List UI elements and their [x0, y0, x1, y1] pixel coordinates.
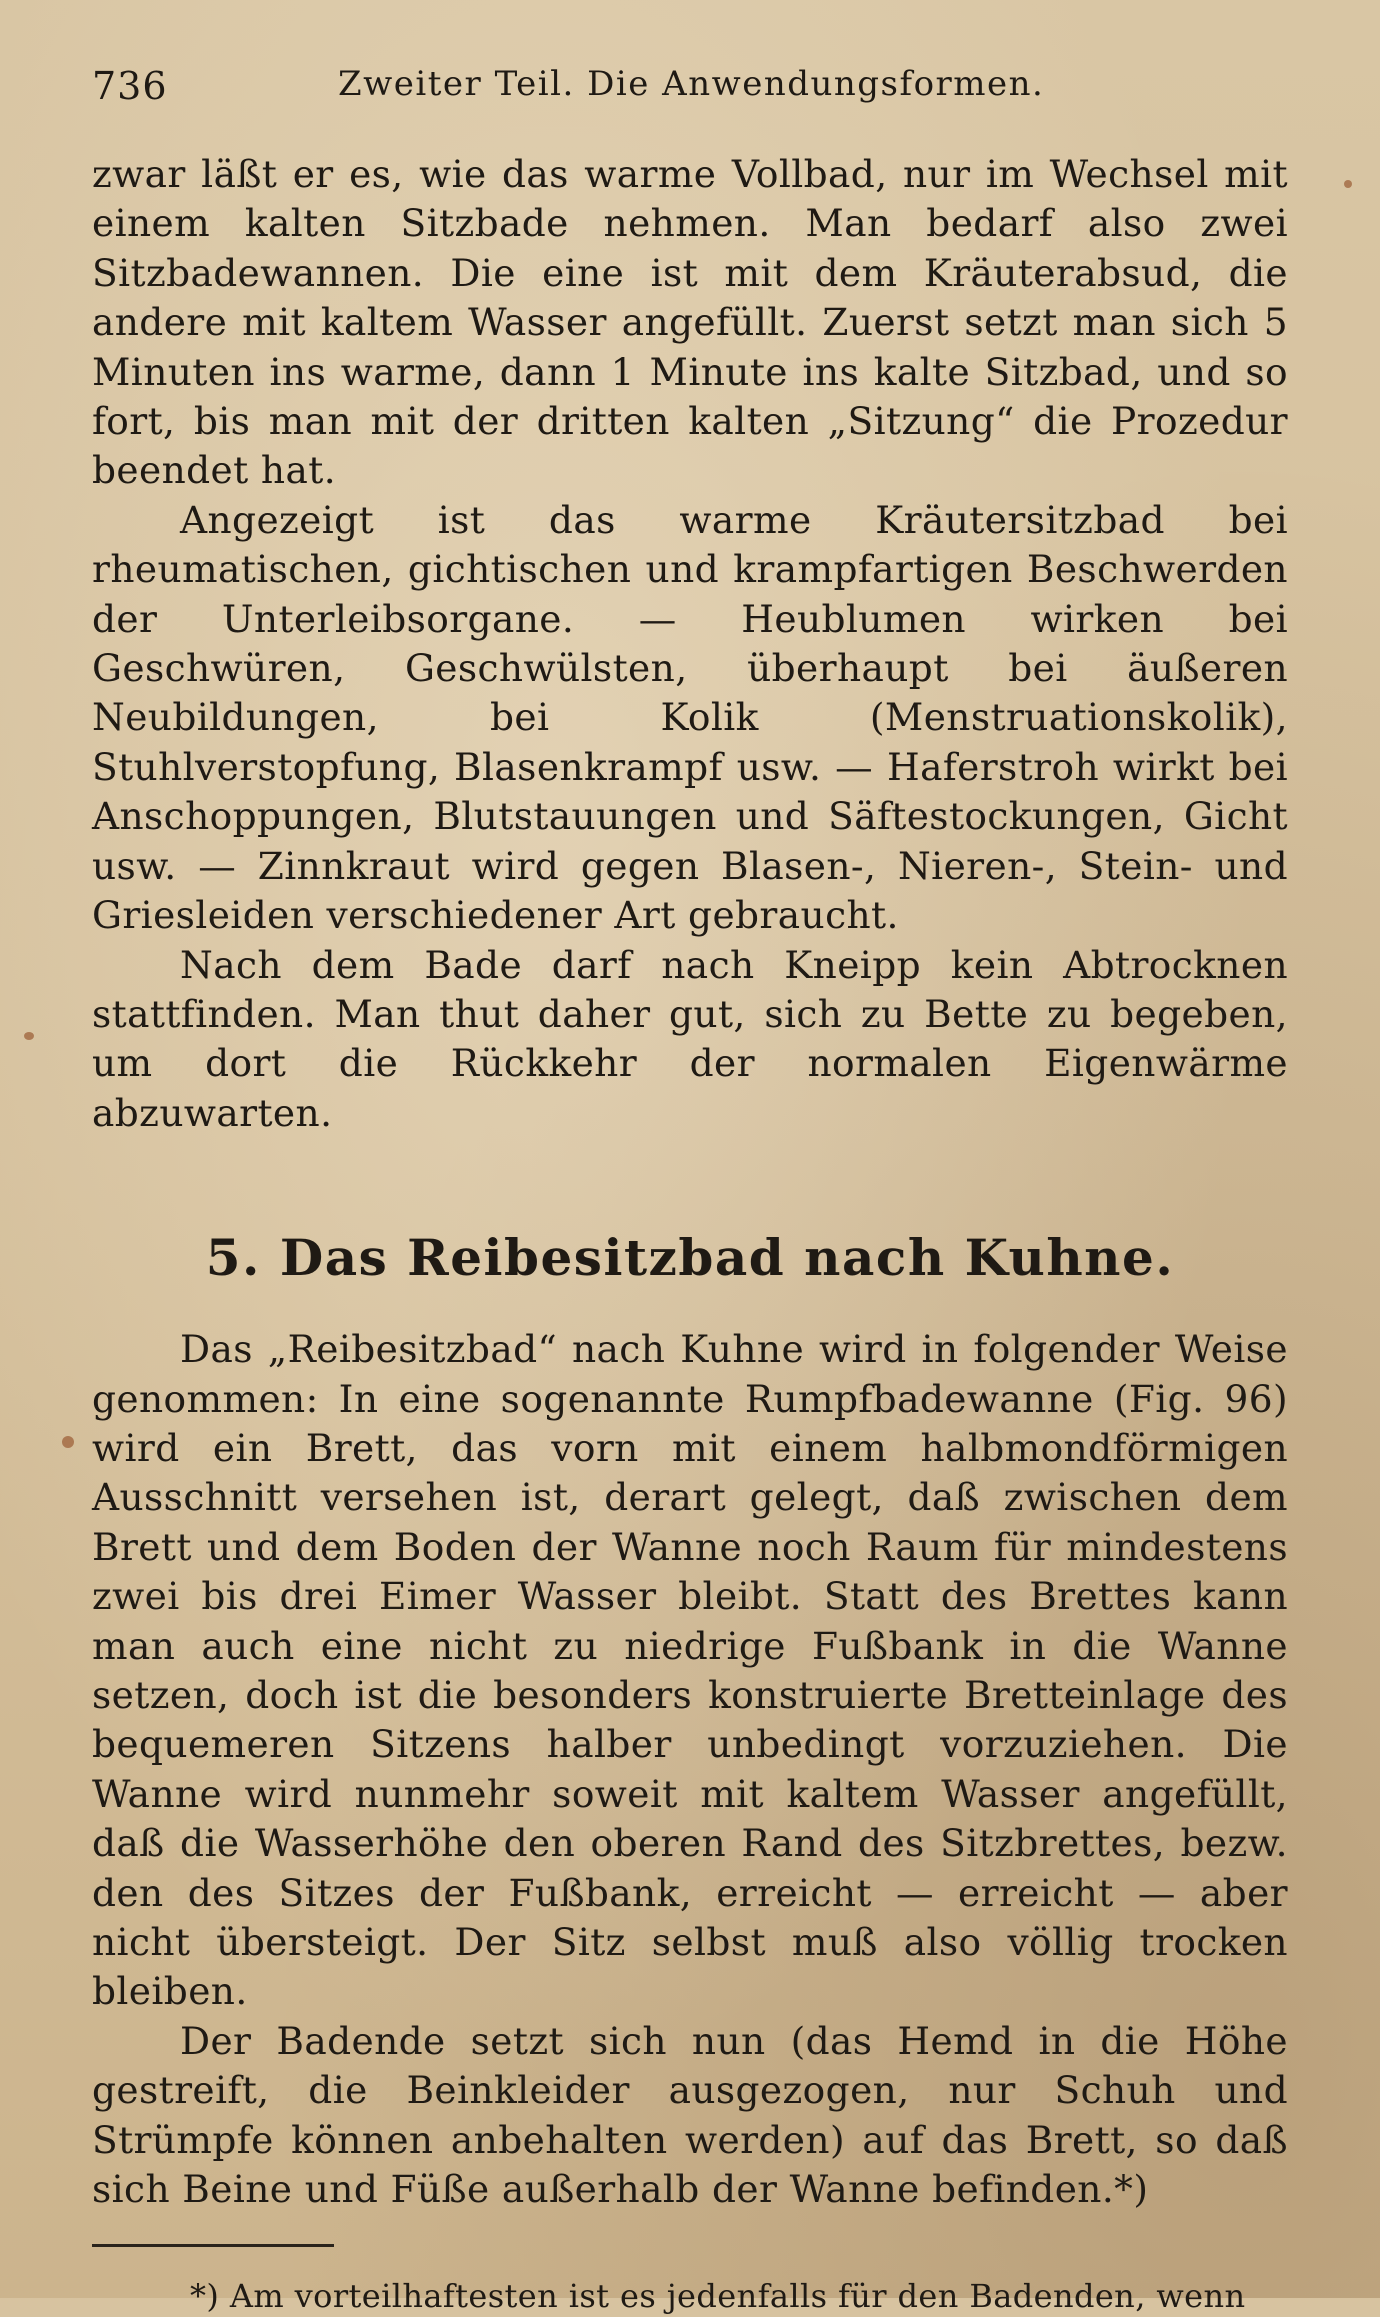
paragraph: Der Badende setzt sich nun (das Hemd in die Höhe gestreift, die Beinkleider ausgezogen, nur Schuh und Strümpfe können anbehalten werden) auf das Brett, so daß sich Beine und Füße außerhalb der Wanne befinden.*) — [92, 2018, 1288, 2212]
paper-spot — [24, 1032, 34, 1040]
paragraph: Das „Reibesitzbad“ nach Kuhne wird in folgender Weise genommen: In eine sogenannte Rumpfbadewanne (Fig. 96) wird ein Brett, das vorn mit einem halbmondförmigen Ausschnitt versehen ist, derart gelegt, daß zwischen dem Brett und dem Boden der Wanne noch Raum für mindestens zwei bis drei Eimer Wasser bleibt. Statt des Brettes kann man auch eine nicht zu niedrige Fußbank in die Wanne setzen, doch ist die besonders konstruierte Bretteinlage des bequemeren Sitzens halber unbedingt vorzuziehen. Die Wanne wird nunmehr soweit mit kaltem Wasser angefüllt, daß die Wasserhöhe den oberen Rand des Sitzbrettes, bezw. den des Sitzes der Fußbank, erreicht — erreicht — aber nicht übersteigt. Der Sitz selbst muß also völlig trocken bleiben. — [92, 1327, 1288, 2014]
text-block-section — [92, 1325, 1288, 2214]
section-title: 5. Das Reibesitzbad nach Kuhne. — [205, 1228, 1175, 1288]
paragraph: Nach dem Bade darf nach Kneipp kein Abtrocknen stattfinden. Man thut daher gut, sich zu Bette zu begeben, um dort die Rückkehr der normalen Eigenwärme abzuwarten. — [92, 942, 1288, 1135]
paper-spot — [1344, 180, 1352, 188]
paper-spot — [62, 1436, 74, 1448]
page-content — [92, 56, 1288, 2317]
page-number: 736 — [92, 64, 168, 108]
page-header — [92, 56, 1288, 116]
footnote: *) Am vorteilhaftesten ist es jedenfalls für den Badenden, wenn — [190, 2277, 1246, 2316]
running-head: Zweiter Teil. Die Anwendungsformen. — [338, 64, 1045, 104]
paragraph: Angezeigt ist das warme Kräutersitzbad bei rheumatischen, gichtischen und krampfartigen Beschwerden der Unterleibsorgane. — Heublumen wirken bei Geschwüren, Geschwülsten, überhaupt bei äußeren Neubildungen, bei Kolik (Menstruationskolik), Stuhlverstopfung, Blasenkrampf usw. — Haferstroh wirkt bei Anschoppungen, Blutstauungen und Säftestockungen, Gicht usw. — Zinnkraut wird gegen Blasen-, Nieren-, Stein- und Griesleiden verschiedener Art gebraucht. — [92, 497, 1288, 938]
footnote-divider — [92, 2244, 334, 2247]
paragraph: zwar läßt er es, wie das warme Vollbad, nur im Wechsel mit einem kalten Sitzbade nehmen. Man bedarf also zwei Sitzbadewannen. Die eine ist mit dem Kräuterabsud, die andere mit kaltem Wasser angefüllt. Zuerst setzt man sich 5 Minuten ins warme, dann 1 Minute ins kalte Sitzbad, und so fort, bis man mit der dritten kalten „Sitzung“ die Prozedur beendet hat. — [92, 152, 1288, 493]
text-block-top — [92, 150, 1288, 1138]
